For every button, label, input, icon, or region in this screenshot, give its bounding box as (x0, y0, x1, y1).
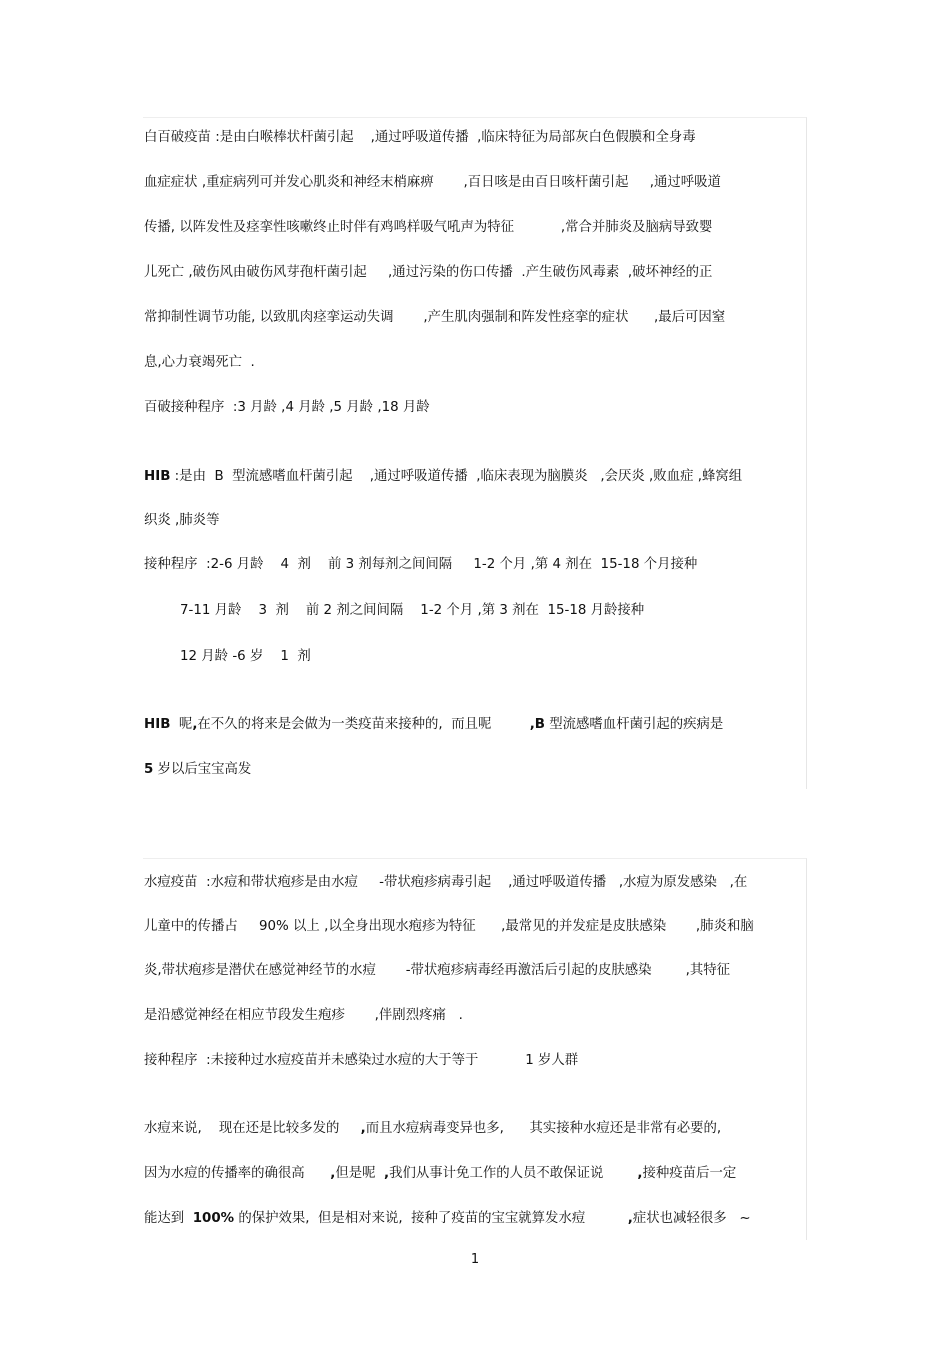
paragraph-line: 是沿感觉神经在相应节段发生疱疹 ,伴剧烈疼痛 . (144, 1008, 463, 1023)
content-frame-top (143, 117, 807, 789)
hib-intro-line (144, 468, 742, 486)
note-punct: , (330, 1166, 336, 1181)
varicella-note-line (144, 1210, 751, 1228)
varicella-note-line (144, 1165, 736, 1183)
paragraph-line: 儿童中的传播占 90% 以上 ,以全身出现水疱疹为特征 ,最常见的并发症是皮肤感染 ,肺炎和脑 (144, 919, 754, 934)
note-percent: 100% (192, 1211, 235, 1226)
note-text: 但是呢 (335, 1166, 385, 1181)
note-number: 5 (144, 762, 154, 777)
hib-note-line (144, 761, 251, 779)
note-text: 的保护效果, 但是相对来说, 接种了疫苗的宝宝就算发水痘 (234, 1211, 628, 1226)
paragraph-line: 血症症状 ,重症病列可并发心肌炎和神经末梢麻痹 ,百日咳是由百日咳杆菌引起 ,通过呼吸道 (144, 175, 721, 190)
hib-term: HIB (144, 469, 171, 484)
note-punct: ,B (529, 717, 545, 732)
note-text: 因为水痘的传播率的确很高 (144, 1166, 331, 1181)
note-punct: , (627, 1211, 633, 1226)
note-text: 能达到 (144, 1211, 193, 1226)
schedule-line: 12 月龄 -6 岁 1 剂 (180, 649, 311, 664)
paragraph-line: 白百破疫苗 :是由白喉棒状杆菌引起 ,通过呼吸道传播 ,临床特征为局部灰白色假膜和全身毒 (144, 130, 696, 145)
note-punct: , (192, 717, 198, 732)
note-punct: , (384, 1166, 390, 1181)
paragraph-line: 常抑制性调节功能, 以致肌肉痉挛运动失调 ,产生肌肉强制和阵发性痉挛的症状 ,最后可因窒 (144, 310, 726, 325)
varicella-note-line (144, 1120, 721, 1138)
schedule-line: 接种程序 :未接种过水痘疫苗并未感染过水痘的大于等于 1 岁人群 (144, 1053, 579, 1068)
note-text: 症状也减轻很多 ~ (632, 1211, 751, 1226)
note-text: 呢 (170, 717, 193, 732)
paragraph-line: 水痘疫苗 :水痘和带状疱疹是由水痘 -带状疱疹病毒引起 ,通过呼吸道传播 ,水痘为原发感染 ,在 (144, 875, 748, 890)
note-text: 我们从事计免工作的人员不敢保证说 (389, 1166, 638, 1181)
hib-term: HIB (144, 717, 171, 732)
schedule-line: 百破接种程序 :3 月龄 ,4 月龄 ,5 月龄 ,18 月龄 (144, 400, 430, 415)
hib-note-line (144, 716, 723, 734)
paragraph-line: 织炎 ,肺炎等 (144, 513, 220, 528)
note-text: 接种疫苗后一定 (642, 1166, 737, 1181)
schedule-line: 7-11 月龄 3 剂 前 2 剂之间间隔 1-2 个月 ,第 3 剂在 15-18 月龄接种 (180, 603, 645, 618)
paragraph-line: 炎,带状疱疹是潜伏在感觉神经节的水痘 -带状疱疹病毒经再激活后引起的皮肤感染 ,其特征 (144, 963, 731, 978)
note-text: 在不久的将来是会做为一类疫苗来接种的, 而且呢 (197, 717, 530, 732)
paragraph-line: 儿死亡 ,破伤风由破伤风芽孢杆菌引起 ,通过污染的伤口传播 .产生破伤风毒素 ,破坏神经的正 (144, 265, 713, 280)
note-text: 岁以后宝宝高发 (153, 762, 252, 777)
note-text: 而且水痘病毒变异也多, 其实接种水痘还是非常有必要的, (365, 1121, 722, 1136)
note-punct: , (360, 1121, 366, 1136)
note-text: 型流感嗜血杆菌引起的疾病是 (544, 717, 724, 732)
note-text: 水痘来说, 现在还是比较多发的 (144, 1121, 361, 1136)
paragraph-line: 息,心力衰竭死亡 . (144, 355, 255, 370)
hib-intro-text: :是由 B 型流感嗜血杆菌引起 ,通过呼吸道传播 ,临床表现为脑膜炎 ,会厌炎 ,败血症 ,蜂窝组 (170, 469, 743, 484)
note-punct: , (637, 1166, 643, 1181)
paragraph-line: 传播, 以阵发性及痉挛性咳嗽终止时伴有鸡鸣样吸气吼声为特征 ,常合并肺炎及脑病导致婴 (144, 220, 713, 235)
page-number: 1 (470, 1252, 480, 1267)
schedule-line: 接种程序 :2-6 月龄 4 剂 前 3 剂每剂之间间隔 1-2 个月 ,第 4 剂在 15-18 个月接种 (144, 557, 698, 572)
